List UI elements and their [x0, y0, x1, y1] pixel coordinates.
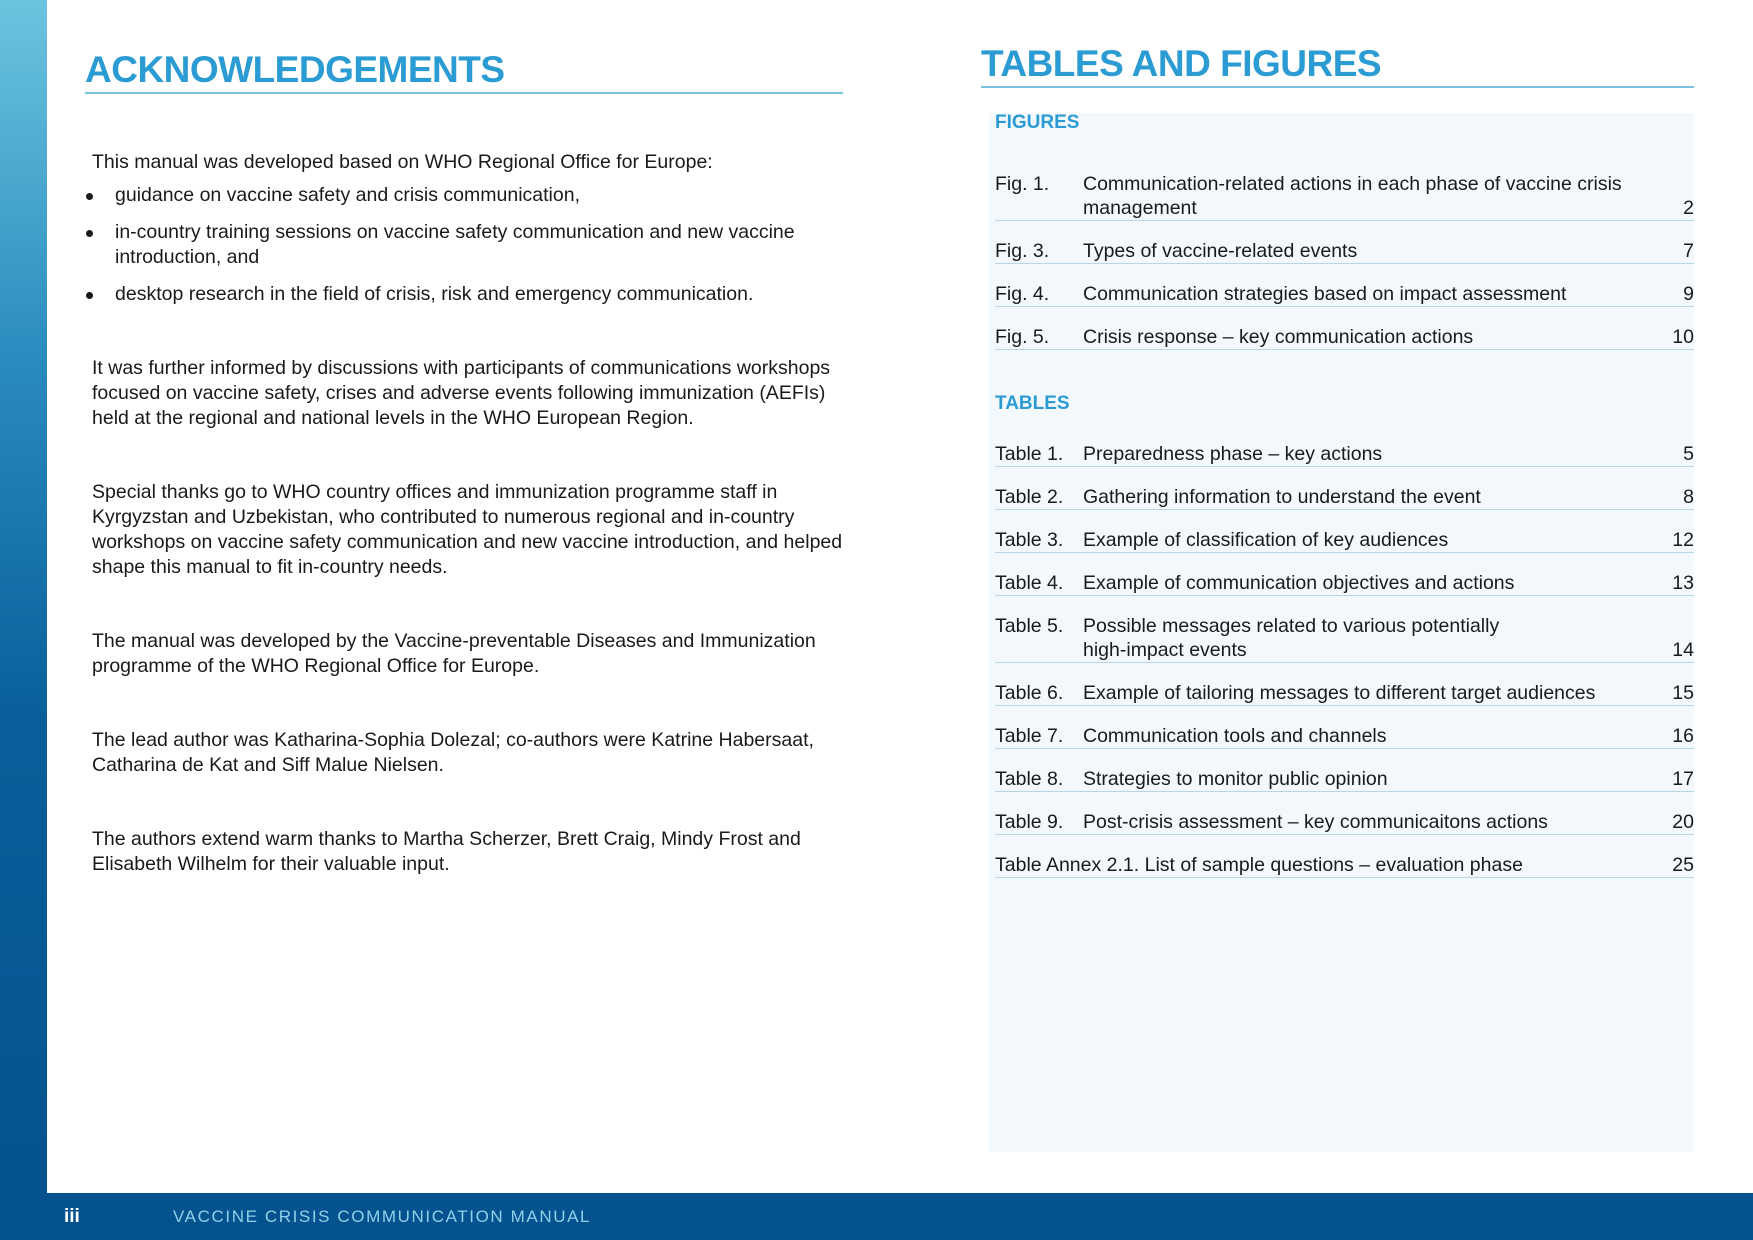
toc-row-table-annex[interactable]: Table Annex 2.1. List of sample questions – evaluation phase 25: [995, 854, 1694, 876]
toc-row-table[interactable]: Table 9. Post-crisis assessment – key communicaitons actions 20: [995, 811, 1694, 833]
ack-paragraph: The lead author was Katharina-Sophia Dolezal; co-authors were Katrine Habersaat, Catharina de Kat and Siff Malue Nielsen.: [92, 729, 814, 776]
figures-heading: FIGURES: [995, 112, 1080, 133]
bullet-icon: [86, 230, 93, 237]
acknowledgements-body: [92, 150, 852, 877]
toc-row-figure[interactable]: Fig. 5. Crisis response – key communication actions 10: [995, 326, 1694, 348]
bullet-icon: [86, 193, 93, 200]
ack-paragraph: Special thanks go to WHO country offices and immunization programme staff in Kyrgyzstan and Uzbekistan, who contributed to numerous regional and in-country workshops on vaccine safety communication and new vaccine introduction, and helped shape this manual to fit in-country needs.: [92, 481, 843, 578]
tables-figures-section: [981, 42, 1695, 88]
acknowledgements-title: ACKNOWLEDGEMENTS: [85, 49, 505, 90]
toc-row-table[interactable]: Table 8. Strategies to monitor public opinion 17: [995, 768, 1694, 790]
toc-row-figure[interactable]: Fig. 3. Types of vaccine-related events 7: [995, 240, 1694, 262]
page-footer: [0, 1193, 1753, 1240]
list-item: guidance on vaccine safety and crisis communication,: [86, 183, 852, 208]
page-number: iii: [64, 1206, 80, 1227]
toc-row-figure[interactable]: Fig. 4. Communication strategies based on impact assessment 9: [995, 283, 1694, 305]
toc-row-table[interactable]: Table 1. Preparedness phase – key actions 5: [995, 443, 1694, 465]
running-title: VACCINE CRISIS COMMUNICATION MANUAL: [173, 1207, 592, 1226]
toc-row-figure[interactable]: Fig. 1. Communication-related actions in each phase of vaccine crisis management 2: [995, 173, 1694, 219]
toc-row-table[interactable]: Table 4. Example of communication objectives and actions 13: [995, 572, 1694, 594]
list-item: in-country training sessions on vaccine safety communication and new vaccine introduction, and: [86, 220, 852, 270]
list-item: desktop research in the field of crisis, risk and emergency communication.: [86, 282, 852, 307]
ack-paragraph: It was further informed by discussions with participants of communications workshops focused on vaccine safety, crises and adverse events following immunization (AEFIs) held at the regional and national levels in the WHO European Region.: [92, 357, 831, 429]
tables-heading: TABLES: [995, 393, 1070, 414]
title-divider: [981, 86, 1694, 88]
side-color-bar: [0, 0, 47, 1193]
ack-intro: This manual was developed based on WHO Regional Office for Europe:: [92, 151, 713, 173]
toc-row-table[interactable]: Table 6. Example of tailoring messages to different target audiences 15: [995, 682, 1694, 704]
acknowledgements-section: [85, 48, 845, 877]
toc-row-table[interactable]: Table 3. Example of classification of key audiences 12: [995, 529, 1694, 551]
ack-paragraph: The authors extend warm thanks to Martha Scherzer, Brett Craig, Mindy Frost and Elisabeth Wilhelm for their valuable input.: [92, 828, 801, 875]
toc-row-table[interactable]: Table 5. Possible messages related to various potentially high-impact events 14: [995, 615, 1694, 661]
ack-bullet-list: [86, 183, 852, 307]
toc-row-table[interactable]: Table 2. Gathering information to understand the event 8: [995, 486, 1694, 508]
toc-row-table[interactable]: Table 7. Communication tools and channels 16: [995, 725, 1694, 747]
ack-paragraph: The manual was developed by the Vaccine-preventable Diseases and Immunization programme of the WHO Regional Office for Europe.: [92, 630, 816, 677]
title-divider: [85, 92, 843, 94]
bullet-icon: [86, 292, 93, 299]
tables-figures-title: TABLES AND FIGURES: [981, 43, 1382, 84]
